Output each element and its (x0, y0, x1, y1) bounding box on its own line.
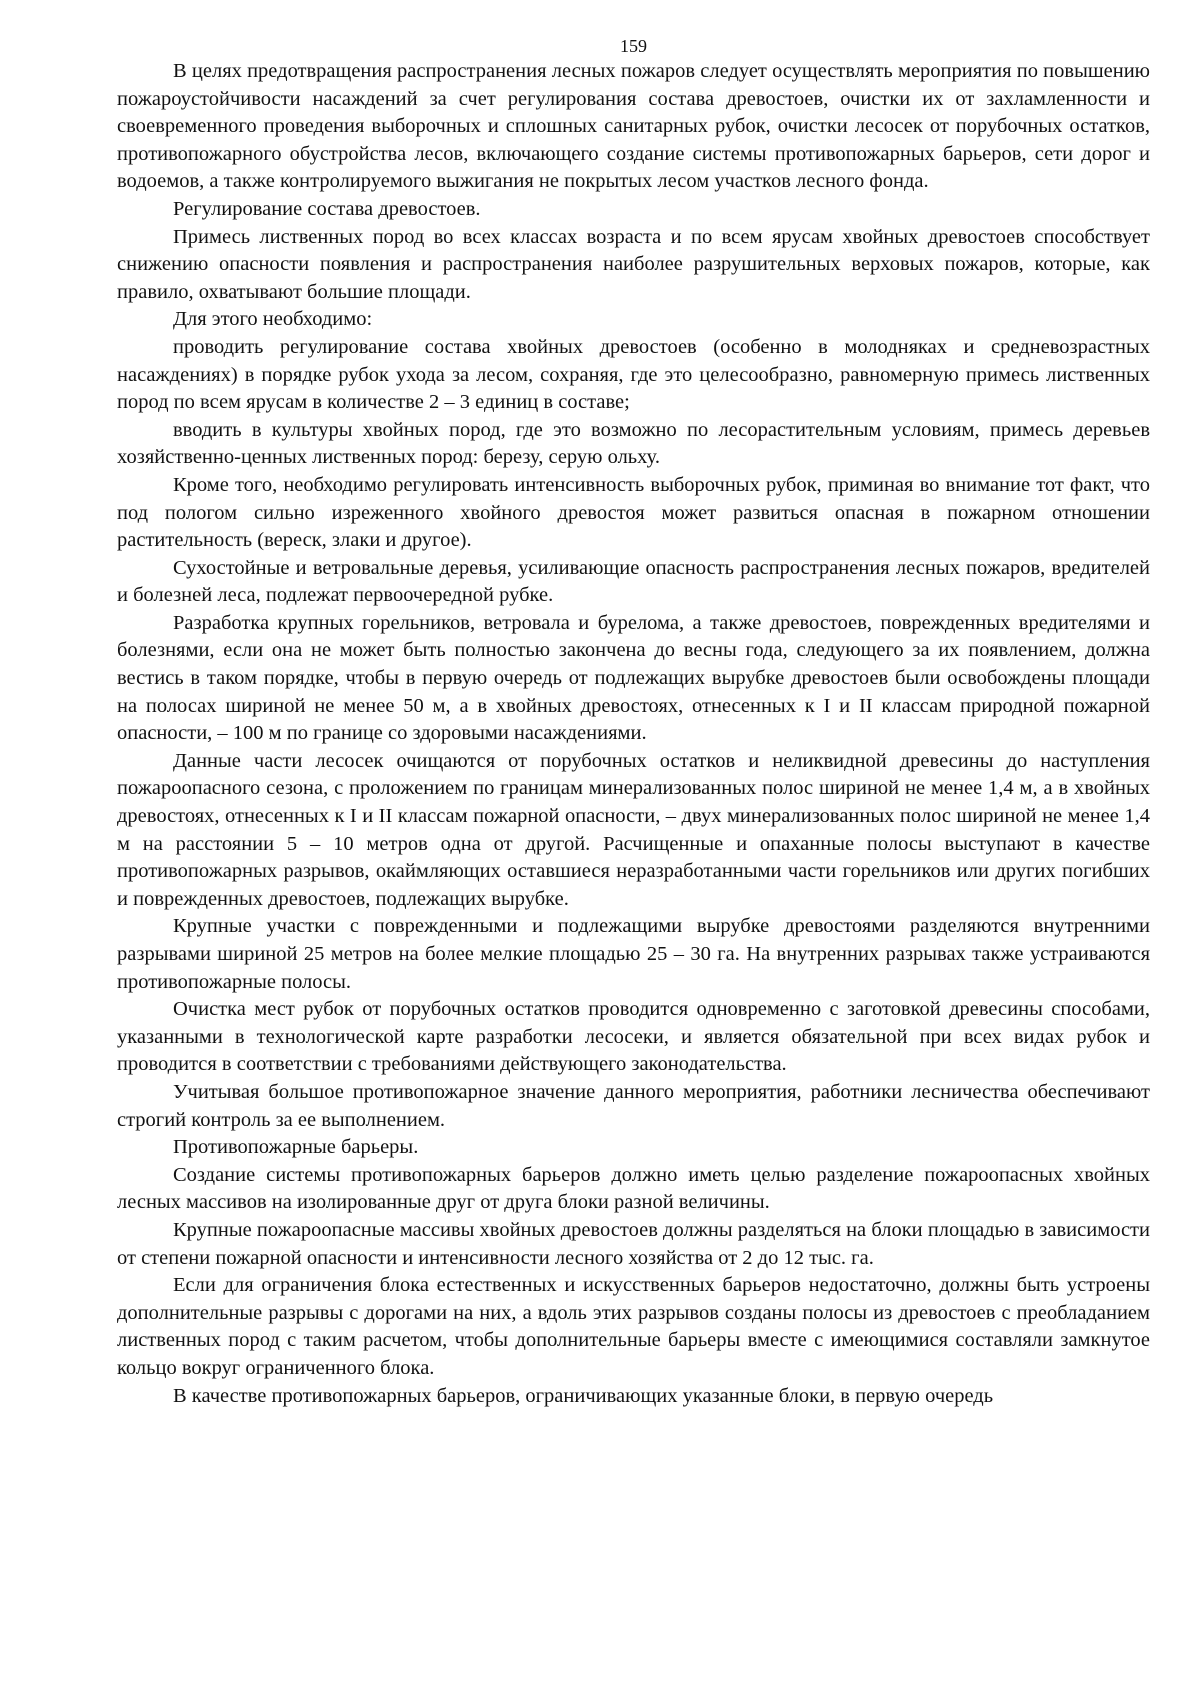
paragraph-wildfire-prevention-measures: В целях предотвращения распространения лесных пожаров следует осуществлять мероприятия по повышению пожароустойчивости насаждений за счет регулирования состава древостоев, очистки их от захламленности и своевременного проведения выборочных и сплошных санитарных рубок, очистки лесосек от порубочных остатков, противопожарного обустройства лесов, включающего создание системы противопожарных барьеров, сети дорог и водоемов, а также контролируемого выжигания не покрытых лесом участков лесного фонда. (117, 60, 1150, 193)
paragraph-selective-felling: Кроме того, необходимо регулировать интенсивность выборочных рубок, приминая во внимание тот факт, что под пологом сильно изреженного хвойного древостоя может развиться опасная в пожарном отношении растительность (вереск, злаки и другое). (117, 473, 1150, 552)
paragraph-deciduous-admixture: Примесь лиственных пород во всех классах возраста и по всем ярусам хвойных древостоев способствует снижению опасности появления и распространения наиболее разрушительных верховых пожаров, которые, как правило, охватывают большие площади. (117, 225, 1150, 303)
page-number: 159 (620, 36, 647, 56)
paragraph-block-division: Крупные пожароопасные массивы хвойных древостоев должны разделяться на блоки площадью в зависимости от степени пожарной опасности и интенсивности лесного хозяйства от 2 до 12 тыс. га. (117, 1218, 1150, 1269)
heading-stand-composition: Регулирование состава древостоев. (173, 197, 481, 220)
paragraph-barrier-system-purpose: Создание системы противопожарных барьеров должно иметь целью разделение пожароопасных хвойных лесных массивов на изолированные друг от друга блоки разной величины. (117, 1163, 1150, 1214)
heading-fire-barriers: Противопожарные барьеры. (173, 1136, 419, 1159)
paragraph-cutting-area-cleaning: Данные части лесосек очищаются от порубочных остатков и неликвидной древесины до наступления пожароопасного сезона, с проложением по границам минерализованных полос шириной не менее 1,4 м, а в хвойных древостоях, отнесенных к I и II классам пожарной опасности, – двух минерализованных полос шириной не менее 1,4 м на расстоянии 5 – 10 метров одна от другой. Расчищенные и опаханные полосы выступают в качестве противопожарных разрывов, окаймляющих оставшиеся неразработанными части горельников или других погибших и поврежденных древостоев, подлежащих вырубке. (117, 749, 1150, 910)
document-page (117, 34, 1150, 1410)
paragraph-burned-areas-development: Разработка крупных горельников, ветровала и бурелома, а также древостоев, поврежденных вредителями и болезнями, если она не может быть полностью закончена до весны года, следующего за их появлением, должна вестись в таком порядке, чтобы в первую очередь от подлежащих вырубке древостоев были освобождены площади на полосах шириной не менее 50 м, а в хвойных древостоях, отнесенных к I и II классам природной пожарной опасности, – 100 м по границе со здоровыми насаждениями. (117, 611, 1150, 745)
paragraph-internal-breaks: Крупные участки с поврежденными и подлежащими вырубке древостоями разделяются внутренними разрывами шириной 25 метров на более мелкие площадью 25 – 30 га. На внутренних разрывах также устраиваются противопожарные полосы. (117, 915, 1150, 993)
paragraph-requirements-intro: Для этого необходимо: (173, 308, 373, 331)
paragraph-forestry-control: Учитывая большое противопожарное значение данного мероприятия, работники лесничества обеспечивают строгий контроль за ее выполнением. (117, 1080, 1150, 1131)
paragraph-deadwood-felling: Сухостойные и ветровальные деревья, усиливающие опасность распространения лесных пожаров, вредителей и болезней леса, подлежат первоочередной рубке. (117, 556, 1150, 607)
paragraph-barriers-continuation: В качестве противопожарных барьеров, ограничивающих указанные блоки, в первую очередь (173, 1384, 994, 1407)
paragraph-planting-admixture: вводить в культуры хвойных пород, где это возможно по лесорастительным условиям, примесь деревьев хозяйственно-ценных лиственных пород: березу, серую ольху. (117, 418, 1150, 469)
paragraph-logging-residue-cleanup: Очистка мест рубок от порубочных остатков проводится одновременно с заготовкой древесины способами, указанными в технологической карте разработки лесосеки, и является обязательной при всех видах рубок и проводится в соответствии с требованиями действующего законодательства. (117, 998, 1150, 1076)
paragraph-composition-regulation: проводить регулирование состава хвойных древостоев (особенно в молодняках и средневозрастных насаждениях) в порядке рубок ухода за лесом, сохраняя, где это целесообразно, равномерную примесь лиственных пород по всем ярусам в количестве 2 – 3 единиц в составе; (117, 335, 1150, 414)
paragraph-additional-breaks: Если для ограничения блока естественных и искусственных барьеров недостаточно, должны быть устроены дополнительные разрывы с дорогами на них, а вдоль этих разрывов созданы полосы из древостоев с преобладанием лиственных пород с таким расчетом, чтобы дополнительные барьеры вместе с имеющимися составляли замкнутое кольцо вокруг ограниченного блока. (117, 1274, 1150, 1379)
